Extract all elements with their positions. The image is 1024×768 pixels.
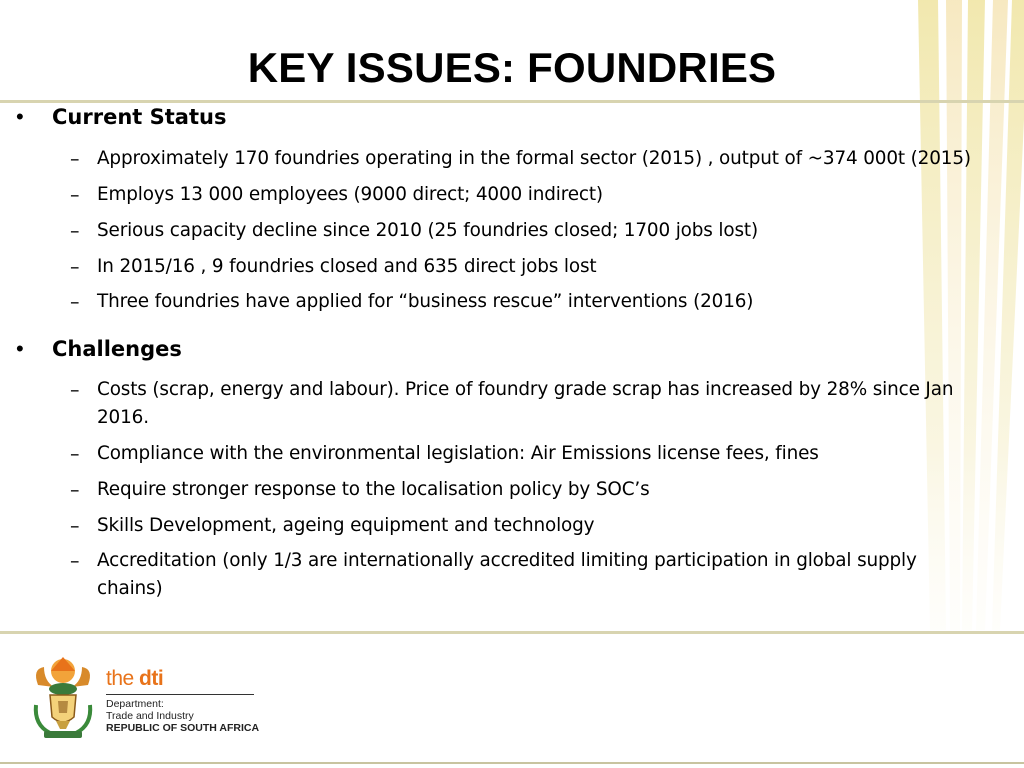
footer-divider — [0, 631, 1024, 634]
list-item-text: Compliance with the environmental legislation: Air Emissions license fees, fines — [97, 443, 819, 464]
dti-branding — [106, 667, 260, 734]
list-item-text: Employs 13 000 employees (9000 direct; 4000 indirect) — [97, 184, 603, 205]
dept-line-2: Trade and Industry — [106, 710, 194, 722]
dti-name: dti — [139, 667, 164, 690]
list-item-text: Require stronger response to the localisation policy by SOC’s — [97, 479, 650, 500]
dash-marker: – — [70, 256, 80, 278]
list-item-text: Serious capacity decline since 2010 (25 foundries closed; 1700 jobs lost) — [97, 220, 759, 241]
dti-wordmark — [106, 667, 163, 691]
dash-marker: – — [70, 379, 80, 401]
list-item-text: Costs (scrap, energy and labour). Price of foundry grade scrap has increased by 28% since Jan 2016. — [97, 379, 954, 428]
dash-marker: – — [70, 220, 80, 242]
dash-marker: – — [70, 515, 80, 537]
dash-marker: – — [70, 479, 80, 501]
bottom-edge-line — [0, 762, 1024, 764]
dash-marker: – — [70, 148, 80, 170]
dash-marker: – — [70, 443, 80, 465]
slide-title: KEY ISSUES: FOUNDRIES — [247, 44, 777, 91]
bullet-marker: • — [16, 336, 24, 361]
section-heading: Current Status — [52, 105, 227, 129]
dash-marker: – — [70, 550, 80, 572]
list-item-text: Skills Development, ageing equipment and technology — [97, 515, 595, 536]
dash-marker: – — [70, 184, 80, 206]
dti-underline — [106, 694, 254, 695]
dept-line-1: Department: — [106, 698, 164, 710]
list-item-text: In 2015/16 , 9 foundries closed and 635 direct jobs lost — [97, 256, 597, 277]
list-item-text: Three foundries have applied for “business rescue” interventions (2016) — [97, 291, 754, 312]
section-heading: Challenges — [52, 337, 182, 361]
list-item-text: Accreditation (only 1/3 are internationally accredited limiting participation in global supply chains) — [97, 550, 917, 599]
coat-of-arms-logo — [30, 655, 96, 741]
bullet-marker: • — [16, 104, 24, 129]
dash-marker: – — [70, 291, 80, 313]
list-item-text: Approximately 170 foundries operating in the formal sector (2015) , output of ~374 000t (2015) — [97, 148, 971, 169]
dept-line-3: REPUBLIC OF SOUTH AFRICA — [106, 722, 260, 734]
dti-prefix: the — [106, 667, 134, 690]
title-divider — [0, 100, 1024, 103]
